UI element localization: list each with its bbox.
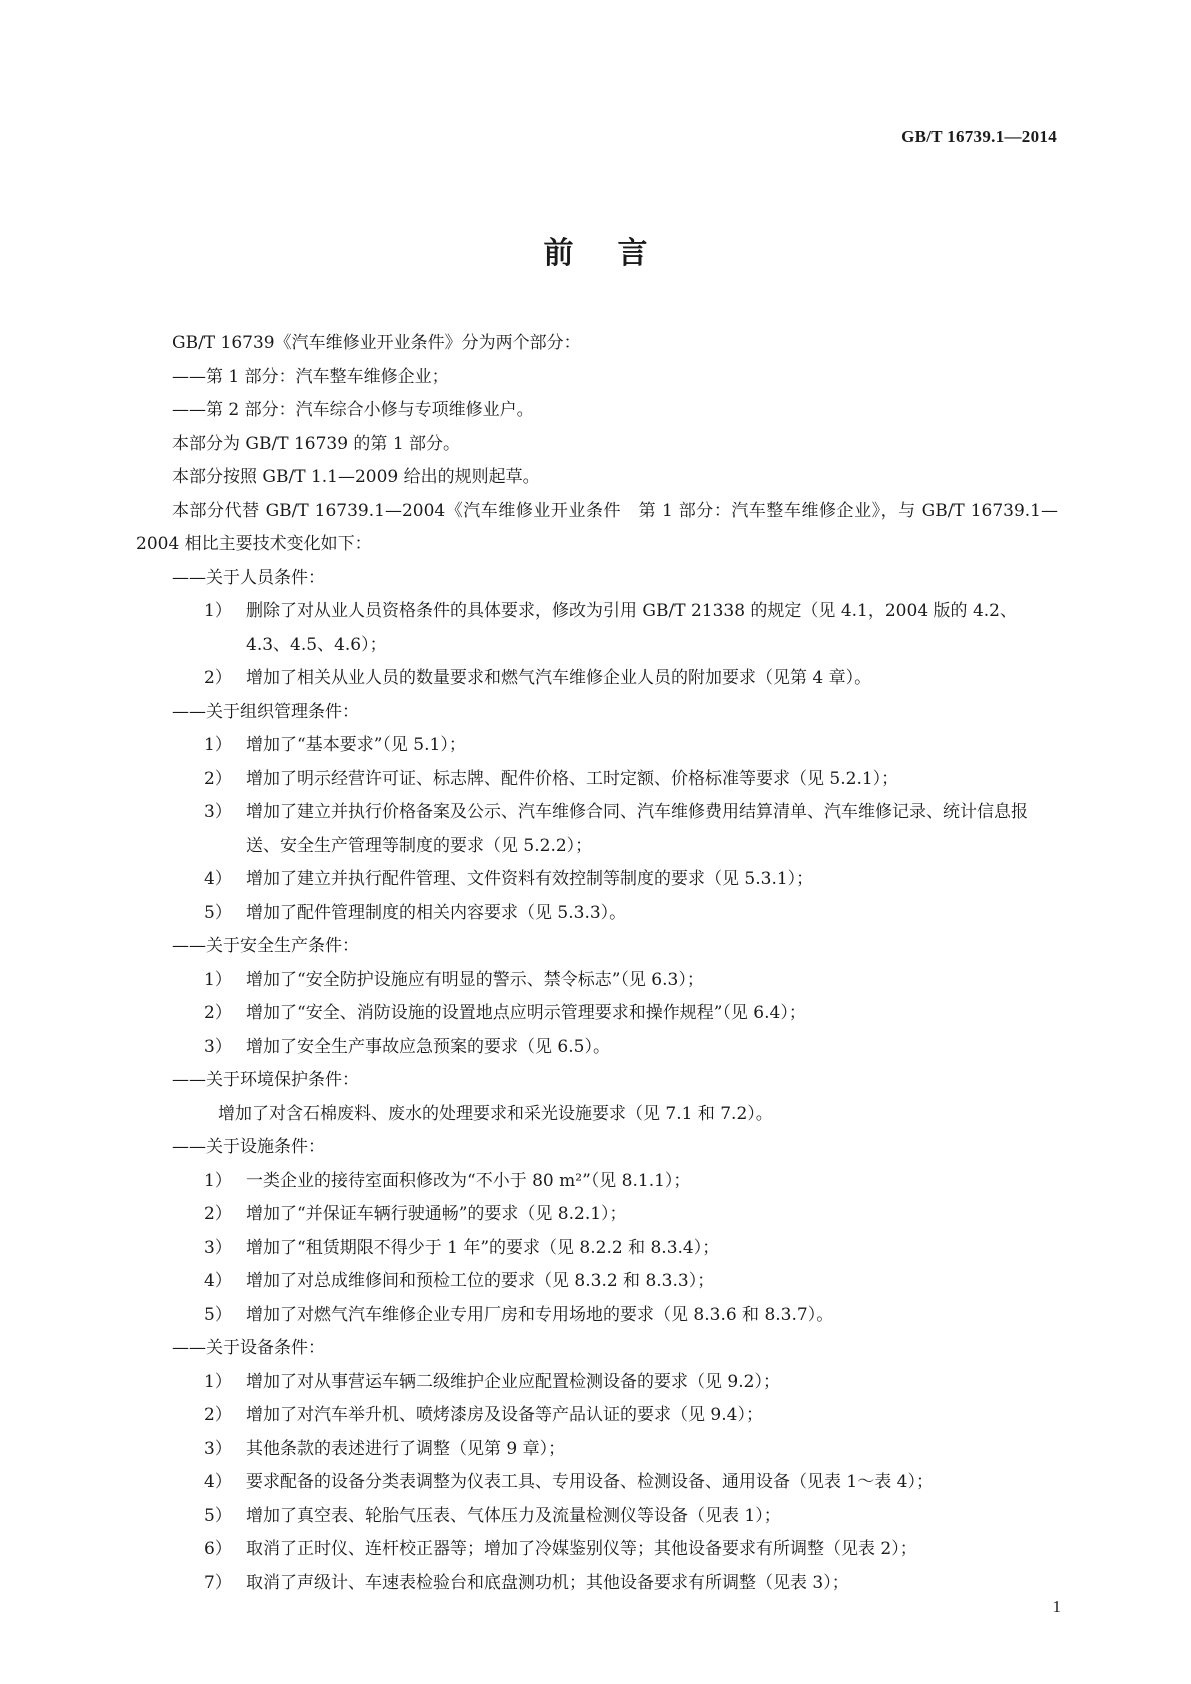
item-text: 增加了“租赁期限不得少于 1 年”的要求（见 8.2.2 和 8.3.4）； xyxy=(246,1237,720,1258)
document-body xyxy=(136,327,1058,1600)
intro-line: 本部分为 GB/T 16739 的第 1 部分。 xyxy=(172,433,461,454)
item-number: 3） xyxy=(204,802,232,822)
item-number: 3） xyxy=(204,1438,232,1459)
item-number: 2） xyxy=(204,668,232,688)
item-text: 增加了“安全防护设施应有明显的警示、禁令标志”（见 6.3）； xyxy=(246,969,704,990)
item-number: 4） xyxy=(204,869,232,889)
section-heading: ——关于人员条件： xyxy=(172,567,325,588)
list-item xyxy=(136,1399,1058,1433)
intro-line: GB/T 16739《汽车维修业开业条件》分为两个部分： xyxy=(172,333,581,353)
item-text: 增加了真空表、轮胎气压表、气体压力及流量检测仪等设备（见表 1）； xyxy=(246,1505,781,1526)
section-heading: ——关于设施条件： xyxy=(172,1137,325,1157)
item-text: 增加了对汽车举升机、喷烤漆房及设备等产品认证的要求（见 9.4）； xyxy=(246,1405,763,1425)
item-text: 增加了安全生产事故应急预案的要求（见 6.5）。 xyxy=(246,1036,610,1057)
list-item xyxy=(136,763,1058,797)
item-number: 4） xyxy=(204,1472,232,1492)
list-item xyxy=(136,1165,1058,1199)
item-text: 增加了对总成维修间和预检工位的要求（见 8.3.2 和 8.3.3）； xyxy=(246,1271,715,1291)
list-item xyxy=(136,595,1058,662)
list-item xyxy=(136,662,1058,696)
item-text: 增加了对从事营运车辆二级维护企业应配置检测设备的要求（见 9.2）； xyxy=(246,1371,780,1392)
item-number: 1） xyxy=(204,735,232,755)
item-text: 一类企业的接待室面积修改为“不小于 80 m²”（见 8.1.1）； xyxy=(246,1170,691,1191)
list-item xyxy=(136,1366,1058,1400)
item-text: 增加了明示经营许可证、标志牌、配件价格、工时定额、价格标准等要求（见 5.2.1）； xyxy=(246,768,899,789)
list-item xyxy=(136,1567,1058,1601)
item-number: 2） xyxy=(204,1003,232,1023)
item-text: 取消了声级计、车速表检验台和底盘测功机；其他设备要求有所调整（见表 3）； xyxy=(246,1572,849,1593)
item-number: 5） xyxy=(204,1505,232,1526)
list-item xyxy=(136,897,1058,931)
item-text: 要求配备的设备分类表调整为仪表工具、专用设备、检测设备、通用设备（见表 1～表 4）； xyxy=(246,1472,933,1492)
item-number: 2） xyxy=(204,768,232,789)
page-title: 前言 xyxy=(543,236,692,271)
item-number: 3） xyxy=(204,1237,232,1258)
intro-line: 本部分按照 GB/T 1.1—2009 给出的规则起草。 xyxy=(172,467,540,487)
list-item xyxy=(136,1433,1058,1467)
item-number: 2） xyxy=(204,1405,232,1425)
item-text: 增加了配件管理制度的相关内容要求（见 5.3.3）。 xyxy=(246,902,627,923)
item-number: 1） xyxy=(204,601,232,621)
list-item xyxy=(136,1533,1058,1567)
item-number: 3） xyxy=(204,1036,232,1057)
section-text: 增加了对含石棉废料、废水的处理要求和采光设施要求（见 7.1 和 7.2）。 xyxy=(218,1103,773,1124)
list-item xyxy=(136,1265,1058,1299)
item-text: 增加了“安全、消防设施的设置地点应明示管理要求和操作规程”（见 6.4）； xyxy=(246,1003,806,1023)
item-text: 增加了建立并执行价格备案及公示、汽车维修合同、汽车维修费用结算清单、汽车维修记录、统计信息报送、安全生产管理等制度的要求（见 5.2.2）； xyxy=(246,802,1028,856)
item-number: 2） xyxy=(204,1204,232,1224)
page-number: 1 xyxy=(1052,1597,1061,1616)
item-number: 1） xyxy=(204,1170,232,1191)
intro-part-item: ——第 1 部分：汽车整车维修企业； xyxy=(172,366,449,387)
item-text: 其他条款的表述进行了调整（见第 9 章）； xyxy=(246,1438,566,1459)
item-number: 1） xyxy=(204,969,232,990)
section-heading: ——关于设备条件： xyxy=(172,1338,325,1358)
item-text: 增加了建立并执行配件管理、文件资料有效控制等制度的要求（见 5.3.1）； xyxy=(246,869,814,889)
section-heading: ——关于安全生产条件： xyxy=(172,936,359,956)
item-number: 7） xyxy=(204,1572,232,1593)
list-item xyxy=(136,1466,1058,1500)
item-text: 增加了“并保证车辆行驶通畅”的要求（见 8.2.1）； xyxy=(246,1204,627,1224)
list-item xyxy=(136,796,1058,863)
list-item xyxy=(136,1299,1058,1333)
item-number: 4） xyxy=(204,1271,232,1291)
list-item xyxy=(136,964,1058,998)
item-number: 5） xyxy=(204,902,232,923)
item-number: 6） xyxy=(204,1539,232,1559)
section-heading: ——关于环境保护条件： xyxy=(172,1070,359,1090)
list-item xyxy=(136,1031,1058,1065)
item-text: 增加了相关从业人员的数量要求和燃气汽车维修企业人员的附加要求（见第 4 章）。 xyxy=(246,668,872,688)
list-item xyxy=(136,1500,1058,1534)
list-item xyxy=(136,729,1058,763)
list-item xyxy=(136,1232,1058,1266)
item-number: 5） xyxy=(204,1304,232,1325)
standard-code: GB/T 16739.1—2014 xyxy=(901,127,1057,146)
list-item xyxy=(136,1198,1058,1232)
list-item xyxy=(136,997,1058,1031)
item-text: 增加了“基本要求”（见 5.1）； xyxy=(246,735,466,755)
item-text: 增加了对燃气汽车维修企业专用厂房和专用场地的要求（见 8.3.6 和 8.3.7）。 xyxy=(246,1304,834,1325)
list-item xyxy=(136,863,1058,897)
item-text: 删除了对从业人员资格条件的具体要求，修改为引用 GB/T 21338 的规定（见 4.1，2004 版的 4.2、4.3、4.5、4.6）； xyxy=(246,601,1017,655)
item-number: 1） xyxy=(204,1371,232,1392)
section-heading: ——关于组织管理条件： xyxy=(172,701,359,722)
intro-part-item: ——第 2 部分：汽车综合小修与专项维修业户。 xyxy=(172,400,534,420)
item-text: 取消了正时仪、连杆校正器等；增加了冷媒鉴别仪等；其他设备要求有所调整（见表 2）； xyxy=(246,1539,917,1559)
intro-line: 本部分代替 GB/T 16739.1—2004《汽车维修业开业条件 第 1 部分：汽车整车维修企业》，与 GB/T 16739.1—2004 相比主要技术变化如下： xyxy=(136,500,1058,554)
